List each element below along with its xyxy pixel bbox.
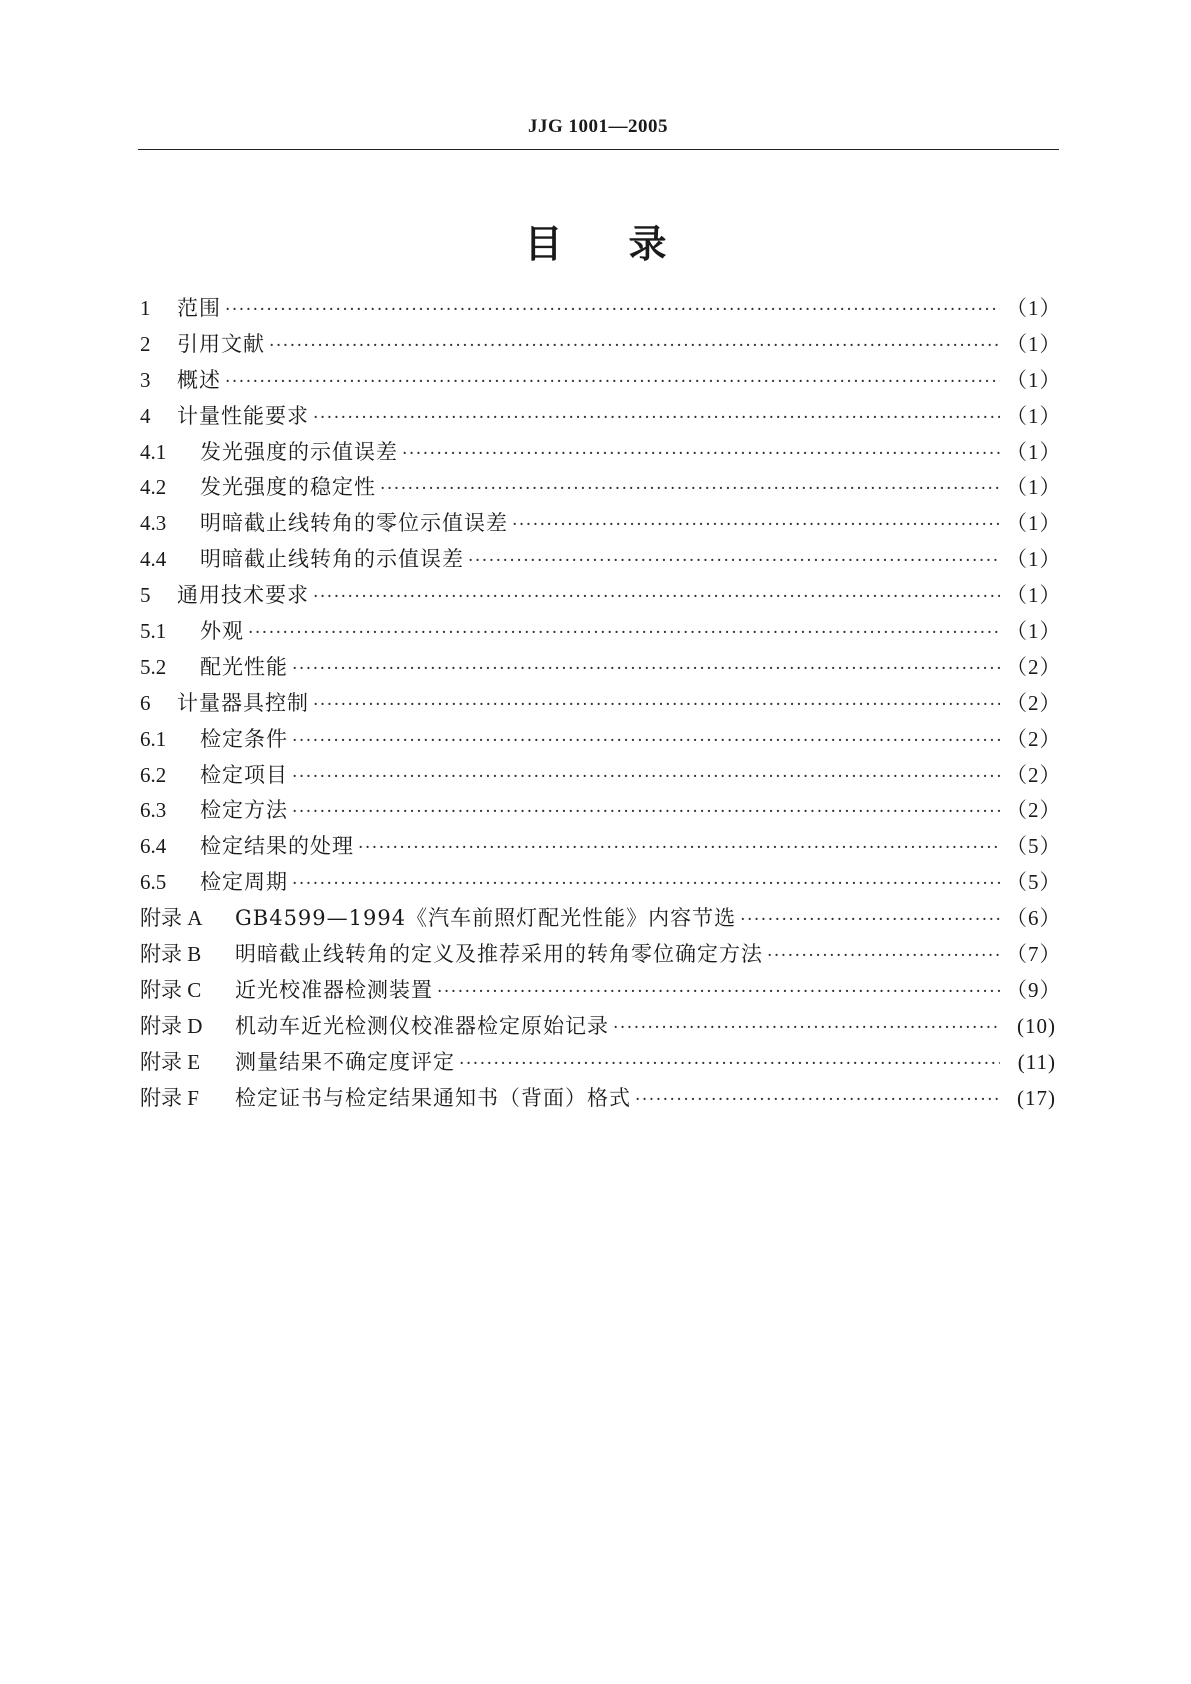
toc-leader-dots [740, 910, 1000, 930]
toc-entry-number: 2 [140, 331, 151, 356]
toc-entry-page: （2） [1006, 726, 1062, 751]
toc-entry-page: （1） [1006, 296, 1062, 320]
toc-entry [140, 292, 1062, 328]
toc-entry-number: 6.5 [140, 870, 167, 895]
toc-entry-label: 计量性能要求 [177, 403, 309, 428]
toc-leader-dots [292, 731, 1000, 751]
toc-entry-number: 1 [140, 296, 151, 320]
toc-entry-page: （6） [1006, 906, 1062, 931]
toc-entry [140, 615, 1062, 651]
toc-entry-number: 4.3 [140, 511, 167, 536]
toc-entry-page: （2） [1006, 762, 1062, 787]
toc-leader-dots [512, 515, 1000, 535]
toc-leader-dots [313, 695, 1000, 715]
toc-entry-page: （1） [1006, 439, 1062, 464]
toc-entry-number: 附录 E [140, 1049, 201, 1074]
toc-entry-page: （1） [1006, 367, 1062, 392]
toc-entry [140, 364, 1062, 400]
toc-entry-label: 外观 [200, 619, 244, 644]
toc-entry-number: 6.3 [140, 798, 167, 823]
toc-leader-dots [292, 659, 1000, 679]
toc-entry-page: （1） [1006, 403, 1062, 428]
table-of-contents [140, 292, 1062, 1117]
toc-entry [140, 794, 1062, 830]
toc-entry [140, 543, 1062, 579]
toc-entry-label: 概述 [177, 367, 221, 392]
toc-entry-label: 检定条件 [200, 726, 288, 751]
toc-entry [140, 1046, 1056, 1082]
toc-entry-label: 检定方法 [200, 798, 288, 823]
toc-entry [140, 938, 1062, 974]
toc-entry [140, 651, 1062, 687]
toc-entry-number: 5.1 [140, 619, 167, 644]
toc-entry-number: 附录 A [140, 906, 203, 931]
toc-entry [140, 436, 1062, 472]
toc-entry-number: 附录 F [140, 1085, 199, 1110]
toc-entry-number: 5 [140, 583, 151, 608]
toc-entry-label: 引用文献 [177, 331, 265, 356]
toc-entry-number: 4.4 [140, 547, 167, 572]
toc-entry-number: 5.2 [140, 654, 167, 679]
toc-entry-number: 附录 C [140, 977, 202, 1002]
toc-leader-dots [358, 838, 1000, 858]
toc-entry [140, 830, 1062, 866]
toc-entry-number: 4.2 [140, 475, 167, 500]
toc-entry-number: 4.1 [140, 439, 167, 464]
toc-entry-page: （2） [1006, 654, 1062, 679]
toc-leader-dots [635, 1090, 1000, 1110]
toc-entry-number: 附录 B [140, 942, 202, 967]
toc-entry-label: 通用技术要求 [177, 583, 309, 608]
toc-entry [140, 1010, 1056, 1046]
toc-leader-dots [459, 1054, 1000, 1074]
standard-code-header: JJG 1001—2005 [527, 116, 669, 137]
toc-entry-page: （1） [1006, 331, 1062, 356]
toc-entry [140, 902, 1062, 938]
toc-leader-dots [225, 372, 1000, 392]
toc-leader-dots [613, 1018, 1000, 1038]
toc-entry [140, 866, 1062, 902]
toc-leader-dots [313, 408, 1000, 428]
toc-leader-dots [292, 802, 1000, 822]
toc-entry-page: （9） [1006, 977, 1062, 1002]
toc-entry-number: 6 [140, 690, 151, 715]
toc-entry [140, 687, 1062, 723]
toc-entry [140, 471, 1062, 507]
toc-entry-page: （2） [1006, 690, 1062, 715]
page-title: 目录 [524, 222, 733, 266]
toc-entry-label: 发光强度的示值误差 [200, 439, 398, 464]
toc-entry [140, 328, 1062, 364]
toc-entry-page: (11) [1017, 1049, 1056, 1074]
toc-entry-page: （1） [1006, 511, 1062, 536]
toc-entry-label: 计量器具控制 [177, 690, 309, 715]
toc-leader-dots [292, 767, 1000, 787]
toc-entry-label: 近光校准器检测装置 [235, 977, 433, 1002]
toc-entry [140, 579, 1062, 615]
toc-entry [140, 507, 1062, 543]
toc-entry-label: 范围 [177, 296, 221, 320]
toc-entry [140, 1082, 1056, 1118]
toc-entry [140, 723, 1062, 759]
toc-entry [140, 759, 1062, 795]
toc-leader-dots [380, 479, 1000, 499]
toc-leader-dots [468, 551, 1000, 571]
toc-leader-dots [248, 623, 1000, 643]
toc-leader-dots [292, 874, 1000, 894]
toc-entry-label: 配光性能 [200, 654, 288, 679]
toc-leader-dots [313, 587, 1000, 607]
toc-entry-page: （5） [1006, 870, 1062, 895]
toc-entry-label: 检定证书与检定结果通知书（背面）格式 [235, 1085, 631, 1110]
toc-entry-label: 发光强度的稳定性 [200, 475, 376, 500]
toc-entry-page: （1） [1006, 547, 1062, 572]
toc-entry [140, 400, 1062, 436]
toc-entry-page: (10) [1017, 1013, 1056, 1038]
toc-entry-number: 4 [140, 403, 151, 428]
toc-entry-page: （1） [1006, 583, 1062, 608]
toc-leader-dots [437, 982, 1000, 1002]
toc-entry-page: （1） [1006, 619, 1062, 644]
toc-leader-dots [767, 946, 1000, 966]
toc-entry-label: 明暗截止线转角的定义及推荐采用的转角零位确定方法 [235, 942, 763, 967]
toc-entry-page: （7） [1006, 942, 1062, 967]
toc-leader-dots [402, 444, 1000, 464]
toc-entry-label: 明暗截止线转角的示值误差 [200, 547, 464, 572]
toc-entry-label: 测量结果不确定度评定 [235, 1049, 455, 1074]
toc-entry-page: （5） [1006, 834, 1062, 859]
toc-entry-label: GB4599—1994《汽车前照灯配光性能》内容节选 [235, 906, 737, 931]
toc-entry-number: 6.4 [140, 834, 167, 859]
toc-entry-label: 检定项目 [200, 762, 288, 787]
toc-leader-dots [225, 300, 1000, 320]
header-rule [138, 149, 1059, 150]
toc-entry-number: 附录 D [140, 1013, 203, 1038]
toc-entry-page: （1） [1006, 475, 1062, 500]
toc-entry-page: (17) [1017, 1085, 1056, 1110]
toc-entry-number: 3 [140, 367, 151, 392]
toc-entry-label: 检定周期 [200, 870, 288, 895]
toc-entry-number: 6.1 [140, 726, 167, 751]
toc-entry-number: 6.2 [140, 762, 167, 787]
toc-entry-label: 检定结果的处理 [200, 834, 354, 859]
toc-leader-dots [269, 336, 1000, 356]
toc-entry-label: 机动车近光检测仪校准器检定原始记录 [235, 1013, 609, 1038]
toc-entry [140, 974, 1062, 1010]
toc-entry-page: （2） [1006, 798, 1062, 823]
toc-entry-label: 明暗截止线转角的零位示值误差 [200, 511, 508, 536]
